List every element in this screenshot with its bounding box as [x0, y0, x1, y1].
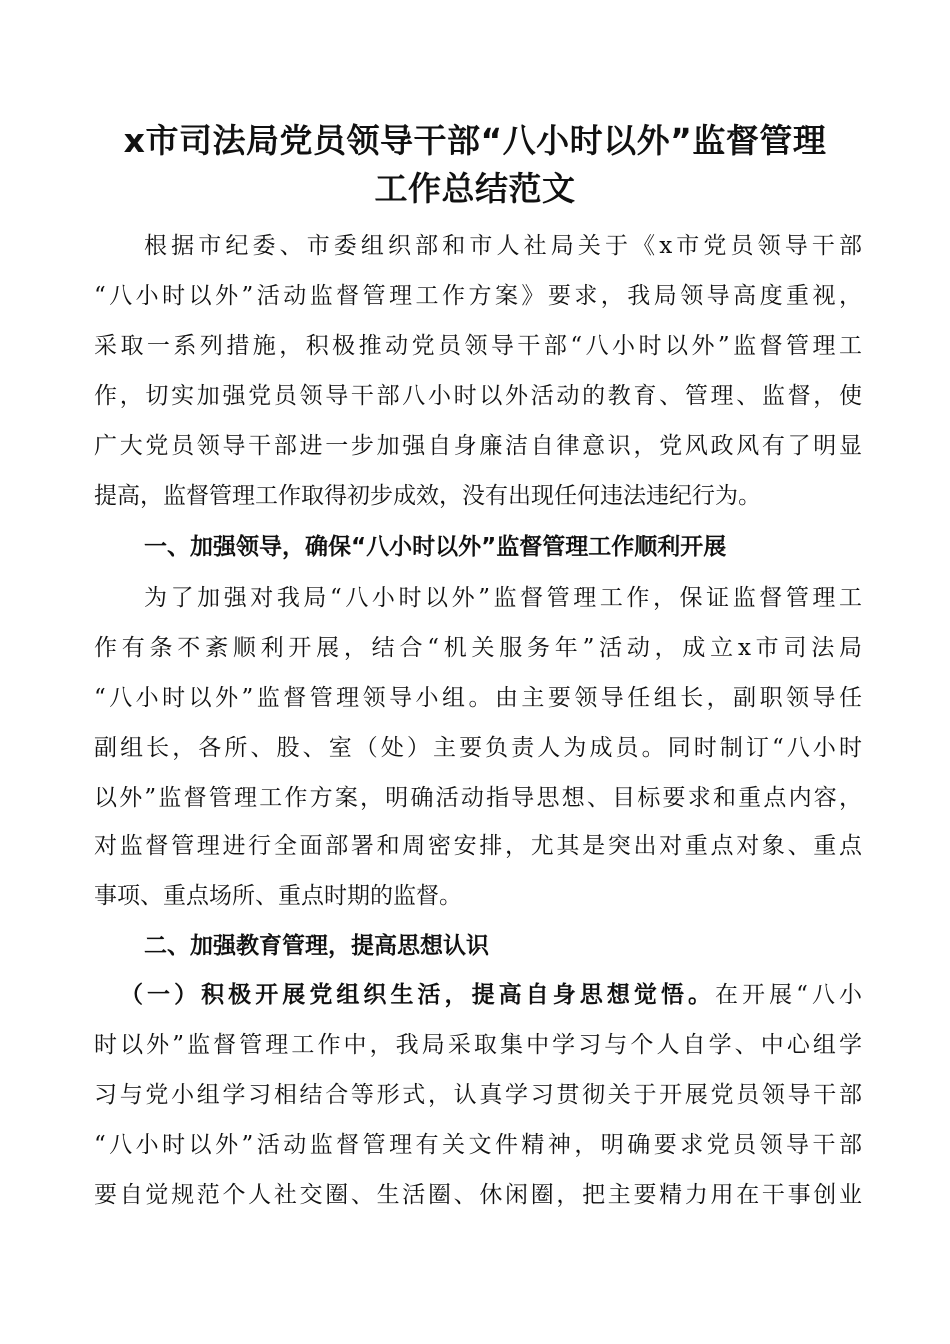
subsection-1-line: “八小时以外”活动监督管理有关文件精神，明确要求党员领导干部	[94, 1132, 862, 1158]
section-1-heading: 一、加强领导，确保“八小时以外”监督管理工作顺利开展	[144, 534, 727, 560]
intro-line: 提高，监督管理工作取得初步成效，没有出现任何违法违纪行为。	[94, 483, 761, 509]
subsection-1-first-line	[120, 980, 862, 1010]
subsection-1-text: 在开展“八小	[715, 982, 863, 1008]
intro-line: 作，切实加强党员领导干部八小时以外活动的教育、管理、监督，使	[94, 383, 862, 409]
intro-line: “八小时以外”活动监督管理工作方案》要求，我局领导高度重视，	[94, 283, 862, 309]
intro-line: 广大党员领导干部进一步加强自身廉洁自律意识，党风政风有了明显	[94, 433, 862, 459]
section-1-line: 事项、重点场所、重点时期的监督。	[94, 883, 462, 909]
section-1-line: “八小时以外”监督管理领导小组。由主要领导任组长，副职领导任	[94, 685, 862, 711]
section-2-heading: 二、加强教育管理，提高思想认识	[144, 933, 489, 959]
subsection-1-line: 时以外”监督管理工作中，我局采取集中学习与个人自学、中心组学	[94, 1032, 862, 1058]
document-title-line-1: x市司法局党员领导干部“八小时以外”监督管理	[123, 121, 827, 160]
section-1-line: 作有条不紊顺利开展，结合“机关服务年”活动，成立x市司法局	[94, 635, 862, 661]
section-1-line: 以外”监督管理工作方案，明确活动指导思想、目标要求和重点内容，	[94, 785, 862, 811]
subsection-1-line: 要自觉规范个人社交圈、生活圈、休闲圈，把主要精力用在干事创业	[94, 1182, 862, 1208]
intro-line: 采取一系列措施，积极推动党员领导干部“八小时以外”监督管理工	[94, 333, 862, 359]
document-title-line-2: 工作总结范文	[374, 169, 576, 208]
subsection-1-heading: （一）积极开展党组织生活，提高自身思想觉悟。	[120, 982, 716, 1008]
section-1-line: 为了加强对我局“八小时以外”监督管理工作，保证监督管理工	[144, 585, 862, 611]
section-1-line: 对监督管理进行全面部署和周密安排，尤其是突出对重点对象、重点	[94, 833, 862, 859]
section-1-line: 副组长，各所、股、室（处）主要负责人为成员。同时制订“八小时	[94, 735, 862, 761]
subsection-1-line: 习与党小组学习相结合等形式，认真学习贯彻关于开展党员领导干部	[94, 1082, 862, 1108]
intro-line: 根据市纪委、市委组织部和市人社局关于《x市党员领导干部	[144, 233, 862, 259]
